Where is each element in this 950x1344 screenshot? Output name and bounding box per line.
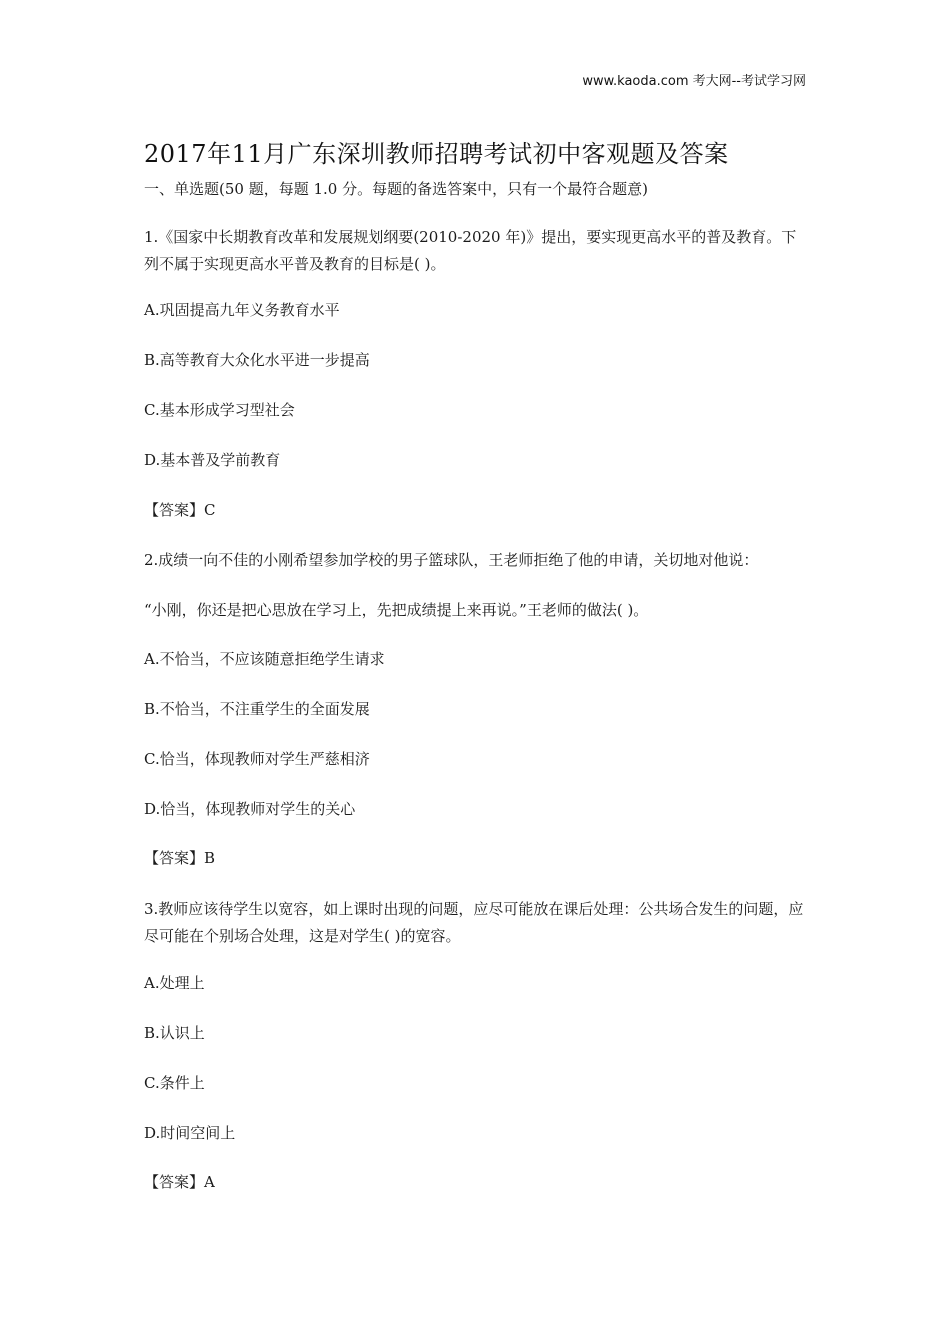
question-1-option-a: A.巩固提高九年义务教育水平 xyxy=(144,301,340,319)
section-intro: 一、单选题(50 题，每题 1.0 分。每题的备选答案中，只有一个最符合题意) xyxy=(144,180,648,198)
question-1-option-c: C.基本形成学习型社会 xyxy=(144,401,295,419)
question-1-stem: 1.《国家中长期教育改革和发展规划纲要(2010-2020 年)》提出，要实现更高水平的普及教育。下列不属于实现更高水平普及教育的目标是( )。 xyxy=(144,228,797,273)
question-3-option-a: A.处理上 xyxy=(144,974,205,992)
question-1-option-d: D.基本普及学前教育 xyxy=(144,451,281,469)
site-header: www.kaoda.com 考大网--考试学习网 xyxy=(582,74,806,89)
question-3-answer: 【答案】A xyxy=(144,1173,215,1191)
question-2-option-a: A.不恰当，不应该随意拒绝学生请求 xyxy=(144,650,385,668)
question-2-option-b: B.不恰当，不注重学生的全面发展 xyxy=(144,700,370,718)
question-1-option-b: B.高等教育大众化水平进一步提高 xyxy=(144,351,370,369)
question-3-option-b: B.认识上 xyxy=(144,1024,205,1042)
question-3-option-d: D.时间空间上 xyxy=(144,1124,236,1142)
question-3-option-c: C.条件上 xyxy=(144,1074,205,1092)
page-title: 2017年11月广东深圳教师招聘考试初中客观题及答案 xyxy=(144,140,729,168)
question-2-stem-line-1: 2.成绩一向不佳的小刚希望参加学校的男子篮球队，王老师拒绝了他的申请，关切地对他说： xyxy=(144,551,759,569)
question-1-answer: 【答案】C xyxy=(144,501,216,519)
question-2-stem-line-2: “小刚，你还是把心思放在学习上，先把成绩提上来再说。”王老师的做法( )。 xyxy=(144,601,649,619)
question-2-option-c: C.恰当，体现教师对学生严慈相济 xyxy=(144,750,370,768)
question-2-option-d: D.恰当，体现教师对学生的关心 xyxy=(144,800,356,818)
question-2-answer: 【答案】B xyxy=(144,849,216,867)
question-3-stem: 3.教师应该待学生以宽容，如上课时出现的问题，应尽可能放在课后处理：公共场合发生的问题，应尽可能在个别场合处理，这是对学生( )的宽容。 xyxy=(144,900,804,945)
